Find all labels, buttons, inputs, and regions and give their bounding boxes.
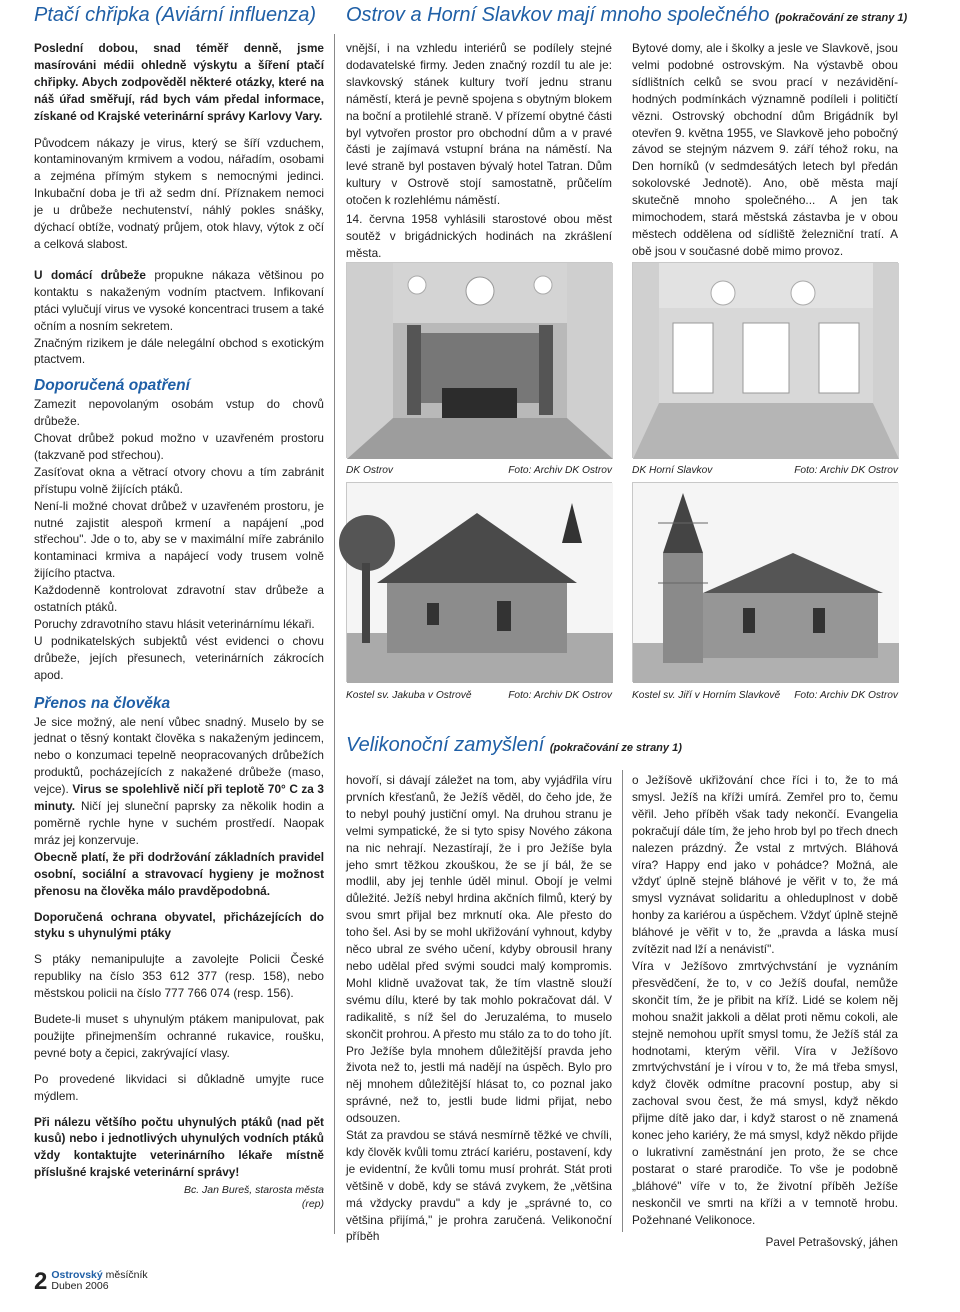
photo-dk-ostrov [346,262,612,458]
ostrov-paragraph-3: Bytové domy, ale i školky a jesle ve Slavkově, jsou velmi podobné ostrovským. Na výstavbě obou sídlištních celků se svou prací v nezáviděníhodných podmínkách významně podíleli i političtí vězni. Ostrovský obchodní dům Brigádník byl otevřen 9. května 1955, ve Slavkově jeho pobočný závod se stejným názvem 9. září téhož roku, na Den horníků (v sedmdesátých letech byl předán sokolovské Jednotě). Ano, obě města mají skutečně mnoho společného... A jen tak mimochodem, stará městská zástavba je v obou městech oddělena od sídliště železniční tratí. A obě jsou v současné době mimo provoz. [632,41,898,258]
easter-paragraph-4: Víra v Ježíšovo zmrtvýchvstání je vyznáním přesvědčení, že to, v co Ježíš doufal, nemůže skončit tím, že je přibit na kříž. Lidé se kolem něj mohou snažit jakkoli a dělat proti němu cokoli, ale stejně nemohou upřít smysl tomu, že Ježíš stál za hodnotami, kterým věřil. Víra v Ježíšovo zmrtvýchvstání je i vírou v to, že má třeba smysl, když člověk odmítne pracovní postup, aby si zachoval svou čest, že má smysl, když někdo přijme dítě jako dar, i když starost o ně znamená konec jeho kariéry, že má smysl, když někdo přijde o lukrativní zaměstnání jen proto, že se chce postarat o staré prarodiče. To vše je podobně „bláhové" víře v to, že životní příběh Ježíše neskončil ve smrti na kříži a v temnotě hrobu. Požehnané Velikonoce. [632,958,898,1227]
caption-kostel-jiri: Kostel sv. Jiří v Horním Slavkově Foto: Archiv DK Ostrov [632,690,898,701]
continuation-note: (pokračování ze strany 1) [775,12,908,24]
column-divider [334,34,335,1234]
measure-item: Chovat drůbež pokud možno v uzavřeném prostoru (takzvaně pod střechou). [34,431,324,462]
article-title: Ostrov a Horní Slavkov mají mnoho společného [346,4,770,26]
measures-heading: Doporučená opatření [34,377,190,395]
caption-kostel-jakuba: Kostel sv. Jakuba v Ostrově Foto: Archiv DK Ostrov [346,690,612,701]
transmission-heading: Přenos na člověka [34,694,171,712]
measure-item: U podnikatelských subjektů vést evidenci o chovu drůbeže, jejích přesunech, veterinárních zákrocích apod. [34,633,324,682]
easter-title: Velikonoční zamyšlení [346,734,545,756]
measure-item: Není-li možné chovat drůbež v uzavřeném prostoru, je nutné zajistit alespoň krmení a napájení „pod střechou". Jde o to, aby se v maximální míře zabránilo kontaminaci krmiva a napájecí vody trusem volně žijícího ptactva. [34,498,324,581]
easter-heading [346,734,682,757]
intro-paragraph: Poslední dobou, snad téměř denně, jsme masírováni médii ohledně výskytu a šíření ptačí chřipky. Abych zodpověděl některé otázky, které na náš úřad směřují, rád bych vám předal informace, získané od Krajské veterinární správy Karlovy Vary. [34,41,324,123]
handling-paragraph: Budete-li muset s uhynulým ptákem manipulovat, pak použijte přinejmenším ochranné rukavice, roušku, pevné boty a čepici, zakrývající vlasy. [34,1012,324,1060]
easter-paragraph: hovoří, si dávají záležet na tom, aby vyjádřila víru prvních křesťanů, že Ježíš věděl, do čeho jde, že to nebyl pouhý justiční omyl. Na druhou stranu je velmi sympatické, že si tyto spisy Nového zákona na nic nehrají. Nezastírají, že i pro Ježíše byla jeho smrt těžkou zkouškou, že se jí bál, že se modlil, aby jej tenhle úděl minul. Obojí je velmi důležité. Ježíš nebyl hrdina akčních filmů, který by svou smrt přijal bez mrknutí oka. Ale přesto do toho šel. Asi by se mohl ukřižování vyhnout, kdyby něco ubral ze svého učení, kdyby obrousil hrany nebo udělal před svými soudci malý kompromis. Mohl klidně uvažovat tak, že tím vlastně slouží svému dílu, které by tak mohlo pokračovat dál. V radikalitě, s níž šel do Jeruzaléma, to muselo skončit prohrou. A přesto mu stálo za to do toho jít. Pro Ježíše byla mnohem důležitější pravda jeho života než to, jestli má nadějí na úspěch. Bylo pro něj mnohem důležitější hlásat to, co poznal jako správné, než to, jestli bude lidmi přijat, nebo odsouzen. [346,773,612,1126]
police-paragraph: S ptáky nemanipulujte a zavolejte Policii České republiky na číslo 353 612 377 (resp. 158), nebo městskou policii na číslo 777 766 074 (resp. 156). [34,952,324,1001]
measures-list [34,396,324,683]
left-heading: Ptačí chřipka (Aviární influenza) [34,4,316,26]
hall-interior-photo-icon [633,263,899,459]
photo-kostel-jakuba [346,482,612,682]
page-footer [34,1267,148,1295]
ostrov-column-1 [346,40,612,260]
church-photo-icon [633,483,899,683]
ostrov-column-2 [632,40,898,258]
page-number: 2 [34,1267,48,1295]
easter-column-1 [346,772,612,1244]
measure-item: Zamezit nepovolaným osobám vstup do chovů drůbeže. [34,397,324,429]
easter-paragraph-3: o Ježíšově ukřižování chce říci i to, že to má smysl. Ježíš na kříži umírá. Zemřel pro to, čemu věřil. Jeho příběh však tady nekončí. Evangelia pokračují dále tím, že jeho hrob byl po třech dnech nalezen prázdný. Že vstal z mrtvých. Bláhová víra? Happy end jako v pohádce? Možná, ale vždyť úplně stejně bláhové je věřit v to, že má smysl vyznávat solidaritu a ohleduplnost v době honby za kariérou a úspěchem. Vždyť úplně stejně bláhové je věřit v to, že „pravda a láska musí zvítězit nad lží a nenávistí". [632,773,898,957]
hall-interior-photo-icon [347,263,613,459]
measure-item: Poruchy zdravotního stavu hlásit veterinárnímu lékaři. [34,617,315,631]
easter-continuation-note: (pokračování ze strany 1) [549,742,682,754]
ostrov-paragraph-2: 14. června 1958 vyhlásili starostové obou měst soutěž v brigádnických hodinách na zkrášlení města. [346,212,612,260]
easter-column-2 [632,772,898,1250]
measure-item: Zasíťovat okna a větrací otvory chovu a tím zabránit přístupu volně žijících ptáků. [34,464,324,496]
church-photo-icon [347,483,613,683]
caption-dk-horni-slavkov: DK Horní Slavkov Foto: Archiv DK Ostrov [632,465,898,476]
magazine-info: Ostrovský měsíčník Duben 2006 [51,1269,148,1292]
easter-paragraph-2: Stát za pravdou se stává nesmírně těžké ve chvíli, kdy člověk kvůli tomu ztrácí kariéru, postavení, kdy je evidentní, že kvůli tomu musí prohrát. Stát proti většině v době, kdy se stává zvykem, že „většina má vždycky pravdu" a kdy je „správné to, co většina přijímá," je prohra zaručená. Velikonoční příběh [346,1128,612,1244]
signature-rep: (rep) [301,1198,324,1211]
warning-paragraph: Při nálezu většího počtu uhynulých ptáků (nad pět kusů) nebo i jednotlivých uhynulých vodních ptáků vždy kontaktujte veterinárního lékaře místně příslušné krajské veterinární správy! [34,1114,324,1180]
bird-flu-column [34,40,324,1255]
caption-dk-ostrov: DK Ostrov Foto: Archiv DK Ostrov [346,465,612,476]
author-petrasovsky: Pavel Petrašovský, jáhen [765,1235,898,1250]
photo-kostel-jiri [632,482,898,682]
column-divider-2 [622,770,623,1232]
measure-item: Každodenně kontrolovat zdravotní stav drůbeže a ostatních ptáků. [34,583,324,615]
transmission-paragraph: Je sice možný, ale není vůbec snadný. Muselo by se jednat o těsný kontakt člověka s nakaženým jedincem, nebo o konzumaci tepelně neopracovaných drůbežích produktů, pocházejících z nakažené drůbeže (maso, vejce). Virus se spolehlivě ničí při teplotě 70° C za 3 minuty. Ničí jej sluneční paprsky za několik hodin a poměrně rychle hyne v suchém prostředí. Naopak mráz jej konzervuje. Obecně platí, že při dodržování základních pravidel osobní, sociální a stravovací hygieny je možnost přenosu na člověka málo pravděpodobná. [34,714,324,898]
washing-paragraph: Po provedené likvidaci si důkladně umyjte ruce mýdlem. [34,1071,324,1103]
photo-dk-horni-slavkov [632,262,898,458]
cause-paragraph: Původcem nákazy je virus, který se šíří vzduchem, kontaminovaným krmivem a vodou, nářadím, osobami a zejména přímým stykem s nemocnými jedinci. Inkubační doba je tři až sedm dní. Příznakem nemoci je u drůbeže nechutenství, náhlý pokles snášky, dýchací obtíže, vodnatý průjem, otok hlavy, výtok z očí a celková slabost. [34,135,324,251]
poultry-paragraph: U domácí drůbeže propukne nákaza většinou po kontaktu s nakaženým vodním ptactvem. Infikovaní ptáci vylučují virus ve vysoké koncentraci trusem a také očním a nosním sekretem. Značným rizikem je dále nelegální obchod s exotickým ptactvem. [34,267,324,367]
signature-mayor: Bc. Jan Bureš, starosta města [183,1184,324,1197]
article-heading-ostrov [346,4,907,27]
ostrov-paragraph: vnější, i na vzhledu interiérů se podílely stejné dodavatelské firmy. Jeden značný rozdíl tu ale je: slavkovský stánek kultury tvoří jednu stranu náměstí, která je pevně spojena s obytným blokem na boční a protilehlé straně. V přízemí obytné části byl vytvořen prostor pro obchodní dům a v pravé části je zajímavá vstupní brána na náměstí. Na levé straně byl postaven bývalý hotel Tatran. Dům kultury v Ostrově stojí samostatně, průčelím otočen k rozlehlému náměstí. [346,41,612,208]
protection-heading: Doporučená ochrana obyvatel, přicházejících do styku s uhynulými ptáky [34,909,324,941]
